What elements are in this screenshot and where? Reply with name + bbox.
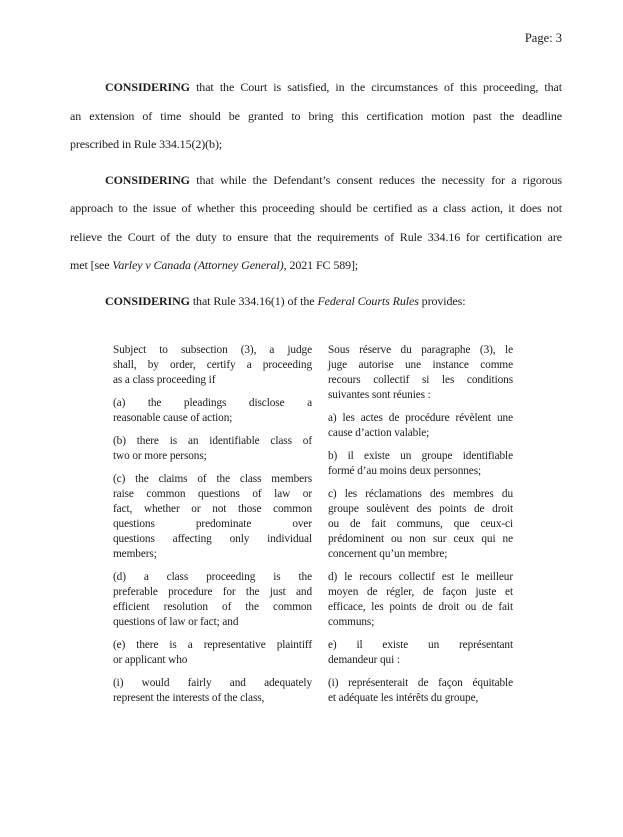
quote-block — [328, 570, 513, 630]
quote-line: two or more persons; — [113, 450, 207, 462]
quote-block — [113, 434, 312, 464]
quote-line: Subject to subsection (3), a judge — [113, 344, 312, 356]
paragraph-line: met [see Varley v Canada (Attorney General), 2021 FC 589]; — [70, 258, 359, 272]
quote-line: as a class proceeding if — [113, 374, 216, 386]
quote-line: represent the interests of the class, — [113, 692, 265, 704]
quote-block — [328, 487, 513, 562]
quote-line: groupe soulèvent des points de droit — [328, 503, 513, 515]
quote-block — [113, 343, 312, 388]
quote-block — [113, 472, 312, 562]
quote-line: or applicant who — [113, 654, 188, 666]
quote-block — [113, 638, 312, 668]
quote-line: (e) there is a representative plaintiff — [113, 639, 312, 651]
quote-line: raise common questions of law or — [113, 488, 312, 500]
paragraph-considering-extension-of-time — [70, 73, 562, 159]
quote-line: efficace, les points de droit ou de fait — [328, 601, 513, 613]
quote-block — [328, 411, 513, 441]
quote-column-french — [328, 343, 513, 706]
quote-line: questions predominate over — [113, 518, 312, 530]
quote-line: demandeur qui : — [328, 654, 400, 666]
paragraph-line: CONSIDERING that Rule 334.16(1) of the Federal Courts Rules provides: — [105, 293, 466, 308]
quote-line: (i) would fairly and adequately — [113, 677, 312, 689]
quote-line: a) les actes de procédure révèlent une — [328, 412, 513, 424]
quote-line: b) il existe un groupe identifiable — [328, 450, 513, 462]
quote-line: fact, whether or not those common — [113, 503, 312, 515]
page-number: Page: 3 — [524, 31, 562, 45]
quote-line: Sous réserve du paragraphe (3), le — [328, 344, 513, 356]
paragraph-line: approach to the issue of whether this proceeding should be certified as a class action, it does not — [70, 201, 562, 215]
quote-line: d) le recours collectif est le meilleur — [328, 571, 513, 583]
quote-block — [328, 638, 513, 668]
quote-line: (a) the pleadings disclose a — [113, 397, 312, 409]
quote-line: juge autorise une instance comme — [328, 359, 513, 371]
quote-line: c) les réclamations des membres du — [328, 488, 513, 500]
quote-line: communs; — [328, 616, 375, 628]
quote-line: concernent qu’un membre; — [328, 548, 448, 560]
quote-block — [328, 676, 513, 706]
quote-block — [113, 676, 312, 706]
quote-line: suivantes sont réunies : — [328, 389, 431, 401]
quote-line: cause d’action valable; — [328, 427, 430, 439]
quote-block — [328, 343, 513, 403]
quote-line: (i) représenterait de façon équitable — [328, 677, 513, 689]
quote-line: (b) there is an identifiable class of — [113, 435, 312, 447]
quote-line: shall, by order, certify a proceeding — [113, 359, 312, 371]
quote-line: questions affecting only individual — [113, 533, 312, 545]
quote-column-english — [113, 343, 312, 706]
document-page — [0, 30, 623, 837]
quote-line: reasonable cause of action; — [113, 412, 233, 424]
quote-line: e) il existe un représentant — [328, 639, 513, 651]
quote-line: members; — [113, 548, 157, 560]
paragraph-line: prescribed in Rule 334.15(2)(b); — [70, 137, 223, 151]
quote-line: recours collectif si les conditions — [328, 374, 513, 386]
quote-line: efficient resolution of the common — [113, 601, 312, 613]
quote-block — [113, 570, 312, 630]
paragraph-considering-defendants-consent — [70, 166, 562, 280]
quote-line: questions of law or fact; and — [113, 616, 239, 628]
quote-block — [113, 396, 312, 426]
quote-line: et adéquate les intérêts du groupe, — [328, 692, 479, 704]
quote-line: moyen de régler, de façon juste et — [328, 586, 513, 598]
body-paragraphs — [70, 73, 562, 315]
quote-line: preferable procedure for the just and — [113, 586, 312, 598]
rule-quote — [113, 343, 623, 706]
quote-line: ou de fait communs, que ceux-ci — [328, 518, 513, 530]
quote-line: prédominent ou non sur ceux qui ne — [328, 533, 513, 545]
quote-line: (c) the claims of the class members — [113, 473, 312, 485]
quote-line: formé d’au moins deux personnes; — [328, 465, 482, 477]
quote-block — [328, 449, 513, 479]
paragraph-line: relieve the Court of the duty to ensure that the requirements of Rule 334.16 for certification are — [70, 229, 562, 244]
quote-line: (d) a class proceeding is the — [113, 571, 312, 583]
paragraph-considering-rule-334-16-1 — [70, 287, 562, 316]
paragraph-line: an extension of time should be granted to bring this certification motion past the deadline — [70, 108, 562, 123]
paragraph-line: CONSIDERING that the Court is satisfied, in the circumstances of this proceeding, that — [105, 80, 562, 94]
paragraph-line: CONSIDERING that while the Defendant’s consent reduces the necessity for a rigorous — [105, 172, 562, 187]
